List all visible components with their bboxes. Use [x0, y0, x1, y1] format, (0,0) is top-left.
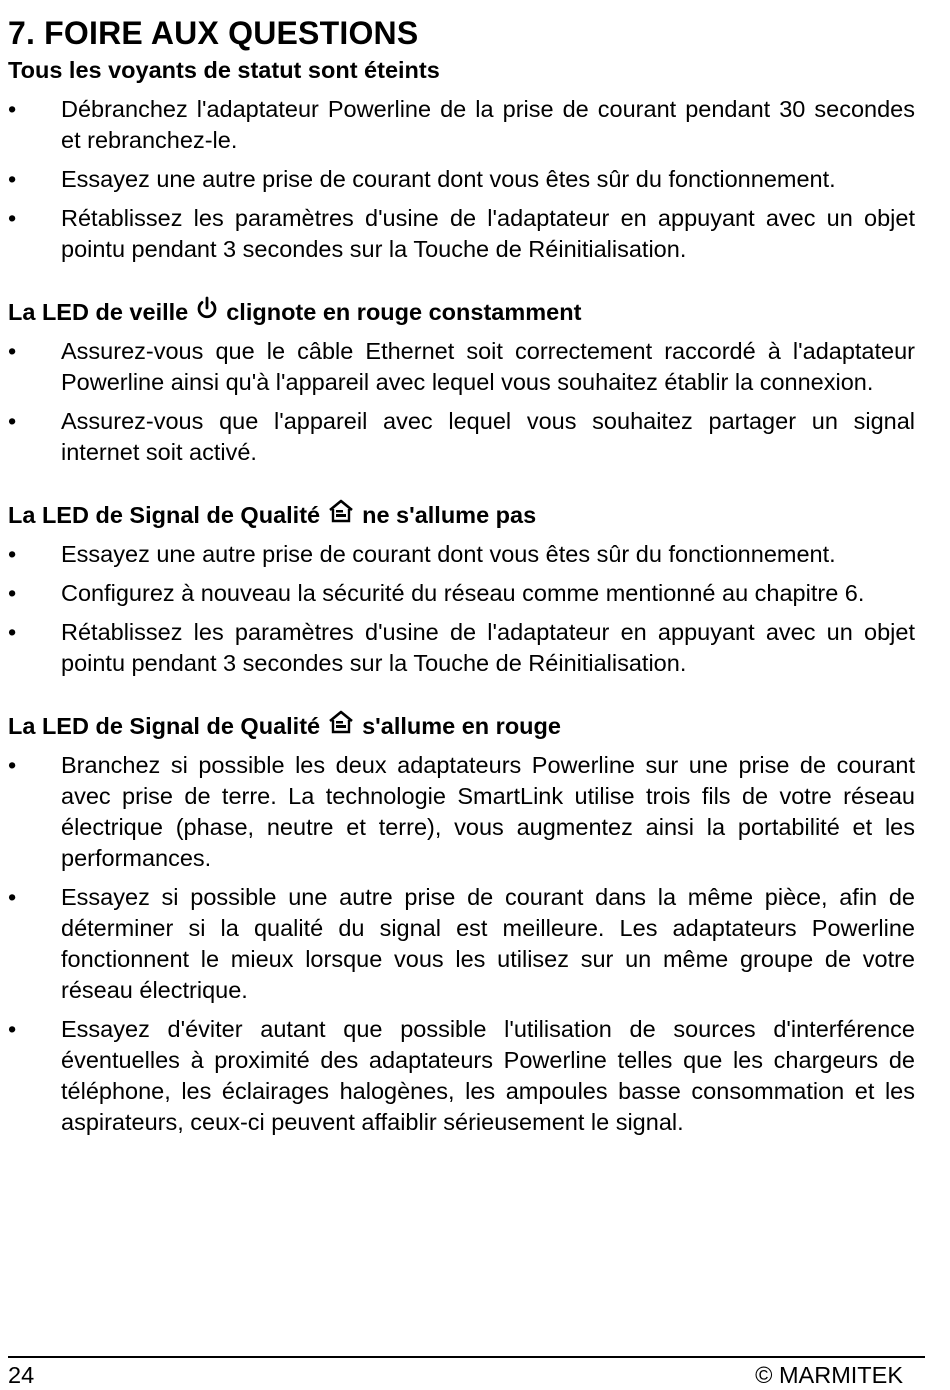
list-item: [8, 750, 915, 874]
list-item-text: Rétablissez les paramètres d'usine de l'adaptateur en appuyant avec un objet pointu pendant 3 secondes sur la Touche de Réinitialisation.: [61, 205, 915, 262]
bullet-marker: •: [8, 408, 17, 434]
bullet-list: [8, 750, 915, 1138]
faq-section: [8, 54, 915, 265]
faq-section: [8, 710, 915, 1138]
list-item-text: Débranchez l'adaptateur Powerline de la prise de courant pendant 30 secondes et rebranchez-le.: [61, 96, 915, 153]
bullet-list: [8, 336, 915, 468]
list-item: [8, 539, 915, 570]
section-title-text: s'allume en rouge: [362, 713, 561, 739]
list-item-text: Branchez si possible les deux adaptateurs Powerline sur une prise de courant avec prise de terre. La technologie SmartLink utilise trois fils de votre réseau électrique (phase, neutre et terre), vous augmentez ainsi la portabilité et les performances.: [61, 752, 915, 871]
faq-sections: [8, 54, 915, 1138]
bullet-marker: •: [8, 619, 17, 645]
list-item-text: Assurez-vous que le câble Ethernet soit correctement raccordé à l'adaptateur Powerline ainsi qu'à l'appareil avec lequel vous souhaitez établir la connexion.: [61, 338, 915, 395]
list-item: [8, 164, 915, 195]
document-page: [8, 0, 915, 1138]
power-icon: [196, 296, 218, 328]
section-title-text: Tous les voyants de statut sont éteints: [8, 57, 440, 83]
section-title: [8, 499, 915, 531]
list-item: [8, 617, 915, 679]
list-item-text: Essayez d'éviter autant que possible l'utilisation de sources d'interférence éventuelles à proximité des adaptateurs Powerline telles que les chargeurs de téléphone, les éclairages halogènes, les ampoules basse consommation et les aspirateurs, ceux-ci peuvent affaiblir sérieusement le signal.: [61, 1016, 915, 1135]
section-title-text: clignote en rouge constamment: [226, 299, 582, 325]
bullet-marker: •: [8, 752, 17, 778]
list-item: [8, 94, 915, 156]
bullet-marker: •: [8, 541, 17, 567]
page-number: 24: [8, 1362, 35, 1388]
bullet-marker: •: [8, 338, 17, 364]
list-item: [8, 578, 915, 609]
home-signal-icon: [328, 499, 354, 531]
section-title-text: La LED de Signal de Qualité: [8, 713, 321, 739]
list-item-text: Essayez si possible une autre prise de courant dans la même pièce, afin de déterminer si la qualité du signal est meilleure. Les adaptateurs Powerline fonctionnent le mieux lorsque vous les utilisez sur un même groupe de votre réseau électrique.: [61, 884, 915, 1003]
bullet-marker: •: [8, 884, 17, 910]
footer-divider: [8, 1356, 925, 1358]
list-item-text: Essayez une autre prise de courant dont vous êtes sûr du fonctionnement.: [61, 541, 836, 567]
bullet-list: [8, 539, 915, 679]
list-item: [8, 203, 915, 265]
list-item: [8, 1014, 915, 1138]
bullet-marker: •: [8, 205, 17, 231]
section-title: [8, 296, 915, 328]
list-item-text: Essayez une autre prise de courant dont vous êtes sûr du fonctionnement.: [61, 166, 836, 192]
footer-brand: © MARMITEK: [755, 1362, 903, 1388]
faq-section: [8, 499, 915, 679]
list-item: [8, 336, 915, 398]
faq-section: [8, 296, 915, 468]
bullet-marker: •: [8, 1016, 17, 1042]
bullet-marker: •: [8, 580, 17, 606]
list-item: [8, 406, 915, 468]
list-item: [8, 882, 915, 1006]
bullet-list: [8, 94, 915, 265]
section-title: [8, 54, 915, 86]
section-title-text: La LED de veille: [8, 299, 189, 325]
home-signal-icon: [328, 710, 354, 742]
page-footer: [8, 1360, 903, 1390]
bullet-marker: •: [8, 166, 17, 192]
list-item-text: Assurez-vous que l'appareil avec lequel vous souhaitez partager un signal internet soit activé.: [61, 408, 915, 465]
page-heading: 7. FOIRE AUX QUESTIONS: [8, 15, 419, 51]
list-item-text: Configurez à nouveau la sécurité du réseau comme mentionné au chapitre 6.: [61, 580, 865, 606]
bullet-marker: •: [8, 96, 17, 122]
list-item-text: Rétablissez les paramètres d'usine de l'adaptateur en appuyant avec un objet pointu pendant 3 secondes sur la Touche de Réinitialisation.: [61, 619, 915, 676]
section-title: [8, 710, 915, 742]
section-title-text: ne s'allume pas: [362, 502, 537, 528]
section-title-text: La LED de Signal de Qualité: [8, 502, 321, 528]
